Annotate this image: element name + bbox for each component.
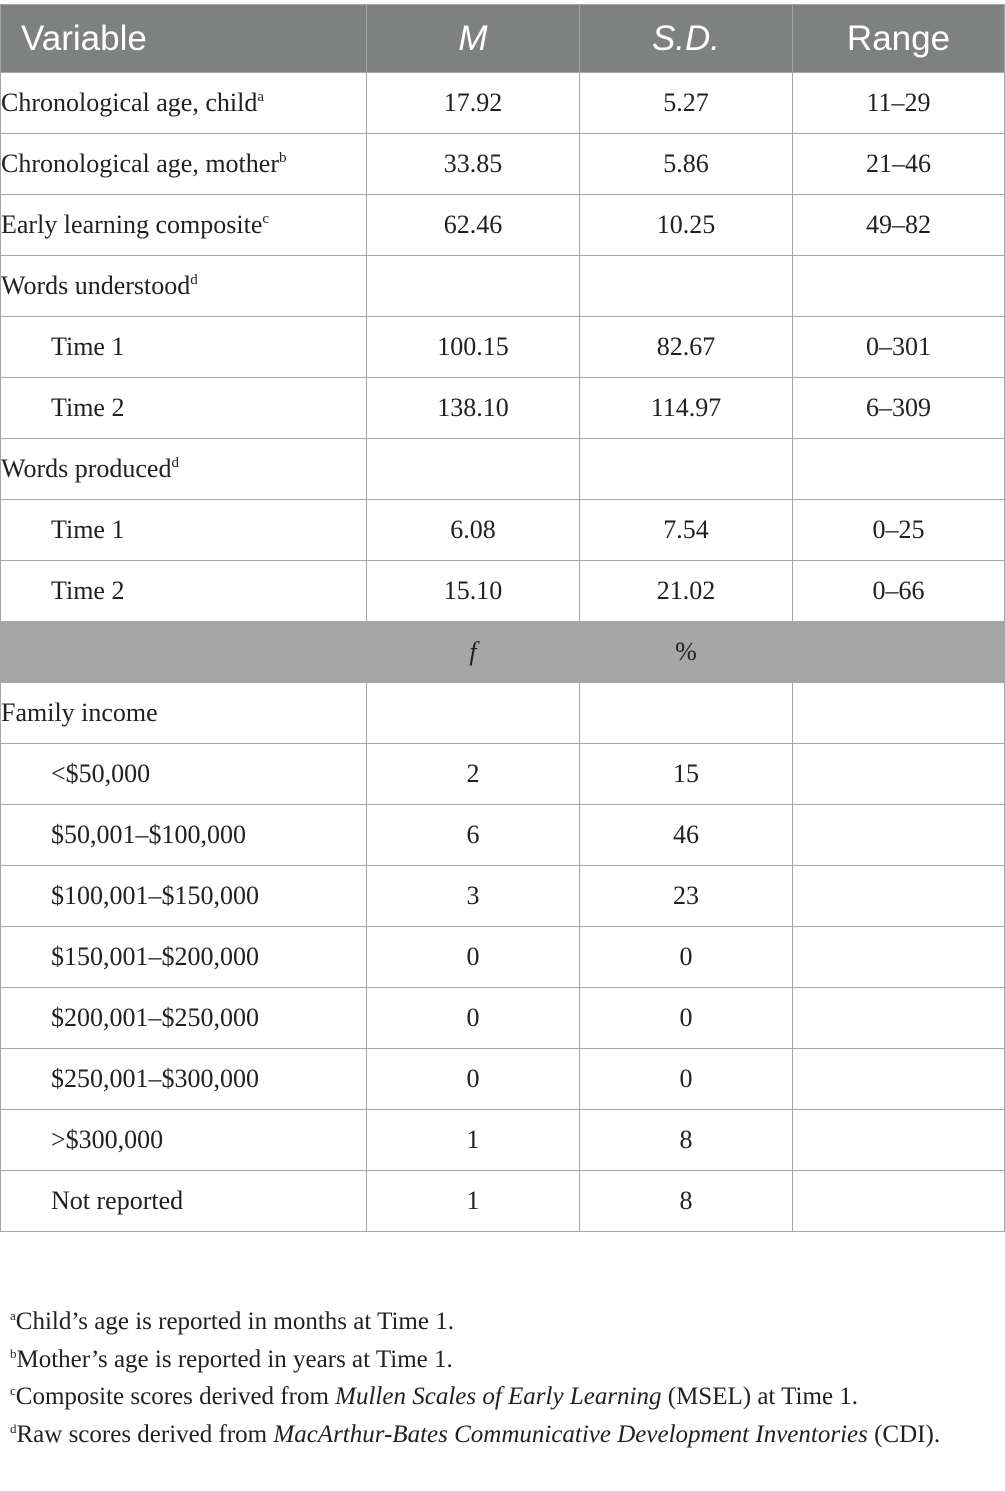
table-footnotes: [10, 1303, 1000, 1453]
sd-cell: 5.27: [580, 73, 793, 134]
header-variable: Variable: [1, 5, 367, 73]
table-row: [1, 1171, 1005, 1232]
frequency-cell: 0: [367, 927, 580, 988]
empty-cell: [793, 927, 1005, 988]
sd-cell: 21.02: [580, 561, 793, 622]
table-row: [1, 1049, 1005, 1110]
row-label: Chronological age, mother$^b$: [1, 134, 367, 195]
row-label: Time 2: [1, 561, 367, 622]
frequency-cell: 2: [367, 744, 580, 805]
table-row: [1, 1110, 1005, 1171]
range-cell: 0–25: [793, 500, 1005, 561]
empty-cell: [793, 988, 1005, 1049]
range-cell: 11–29: [793, 73, 1005, 134]
table-header-row: [1, 5, 1005, 73]
row-label: <$50,000: [1, 744, 367, 805]
frequency-cell: 1: [367, 1171, 580, 1232]
mean-cell: 6.08: [367, 500, 580, 561]
mean-cell: 62.46: [367, 195, 580, 256]
percent-cell: 8: [580, 1110, 793, 1171]
mean-cell: 138.10: [367, 378, 580, 439]
empty-cell: [793, 866, 1005, 927]
percent-cell: 46: [580, 805, 793, 866]
footnote-b: $^b$Mother’s age is reported in years at Time 1.: [10, 1345, 453, 1373]
row-label: $250,001–$300,000: [1, 1049, 367, 1110]
footnote-d: $^d$Raw scores derived from MacArthur-Bates Communicative Development Inventories (CDI).: [10, 1420, 941, 1448]
row-label: Words understood$^d$: [1, 256, 367, 317]
sd-cell: [580, 256, 793, 317]
table-row: [1, 988, 1005, 1049]
empty-cell: [793, 1110, 1005, 1171]
mean-cell: 15.10: [367, 561, 580, 622]
table-row: [1, 683, 1005, 744]
table-row: [1, 439, 1005, 500]
table-row: [1, 256, 1005, 317]
mean-cell: [367, 256, 580, 317]
percent-cell: [580, 683, 793, 744]
row-label: Words produced$^d$: [1, 439, 367, 500]
sd-cell: 7.54: [580, 500, 793, 561]
row-label: >$300,000: [1, 1110, 367, 1171]
row-label: $100,001–$150,000: [1, 866, 367, 927]
percent-cell: 0: [580, 988, 793, 1049]
row-label: Time 1: [1, 500, 367, 561]
sd-cell: 82.67: [580, 317, 793, 378]
range-cell: 21–46: [793, 134, 1005, 195]
table-row: [1, 866, 1005, 927]
row-label: $200,001–$250,000: [1, 988, 367, 1049]
sd-cell: 10.25: [580, 195, 793, 256]
table-row: [1, 317, 1005, 378]
footnote-c: $^c$Composite scores derived from Mullen Scales of Early Learning (MSEL) at Time 1.: [10, 1383, 859, 1410]
row-label: $150,001–$200,000: [1, 927, 367, 988]
sd-cell: [580, 439, 793, 500]
row-label: Early learning composite$^c$: [1, 195, 367, 256]
frequency-cell: 1: [367, 1110, 580, 1171]
range-cell: [793, 439, 1005, 500]
subheader-frequency: f: [367, 622, 580, 683]
row-label: Time 2: [1, 378, 367, 439]
table-row: [1, 134, 1005, 195]
empty-cell: [793, 683, 1005, 744]
frequency-subheader-row: [1, 622, 1005, 683]
empty-cell: [793, 1171, 1005, 1232]
mean-cell: 17.92: [367, 73, 580, 134]
frequency-cell: 6: [367, 805, 580, 866]
empty-cell: [793, 744, 1005, 805]
table-row: [1, 927, 1005, 988]
subheader-percent: %: [580, 622, 793, 683]
range-cell: 0–66: [793, 561, 1005, 622]
row-label: Chronological age, child$^a$: [1, 73, 367, 134]
empty-cell: [793, 805, 1005, 866]
subheader-blank: [793, 622, 1005, 683]
frequency-cell: 0: [367, 1049, 580, 1110]
footnote-a: $^a$Child’s age is reported in months at Time 1.: [10, 1308, 454, 1335]
sd-cell: 114.97: [580, 378, 793, 439]
range-cell: 49–82: [793, 195, 1005, 256]
percent-cell: 0: [580, 1049, 793, 1110]
frequency-cell: [367, 683, 580, 744]
range-cell: [793, 256, 1005, 317]
row-label: $50,001–$100,000: [1, 805, 367, 866]
mean-cell: [367, 439, 580, 500]
table-row: [1, 744, 1005, 805]
percent-cell: 0: [580, 927, 793, 988]
table-row: [1, 73, 1005, 134]
row-label: Not reported: [1, 1171, 367, 1232]
table-row: [1, 378, 1005, 439]
percent-cell: 23: [580, 866, 793, 927]
subheader-blank: [1, 622, 367, 683]
frequency-cell: 3: [367, 866, 580, 927]
mean-cell: 33.85: [367, 134, 580, 195]
header-range: Range: [793, 5, 1005, 73]
percent-cell: 8: [580, 1171, 793, 1232]
table-row: [1, 805, 1005, 866]
range-cell: 6–309: [793, 378, 1005, 439]
row-label: Time 1: [1, 317, 367, 378]
frequency-cell: 0: [367, 988, 580, 1049]
row-label: Family income: [1, 683, 367, 744]
range-cell: 0–301: [793, 317, 1005, 378]
table-row: [1, 500, 1005, 561]
header-sd: S.D.: [580, 5, 793, 73]
descriptive-statistics-table: [0, 4, 1005, 1232]
empty-cell: [793, 1049, 1005, 1110]
table-row: [1, 195, 1005, 256]
sd-cell: 5.86: [580, 134, 793, 195]
mean-cell: 100.15: [367, 317, 580, 378]
percent-cell: 15: [580, 744, 793, 805]
table-row: [1, 561, 1005, 622]
header-mean: M: [367, 5, 580, 73]
